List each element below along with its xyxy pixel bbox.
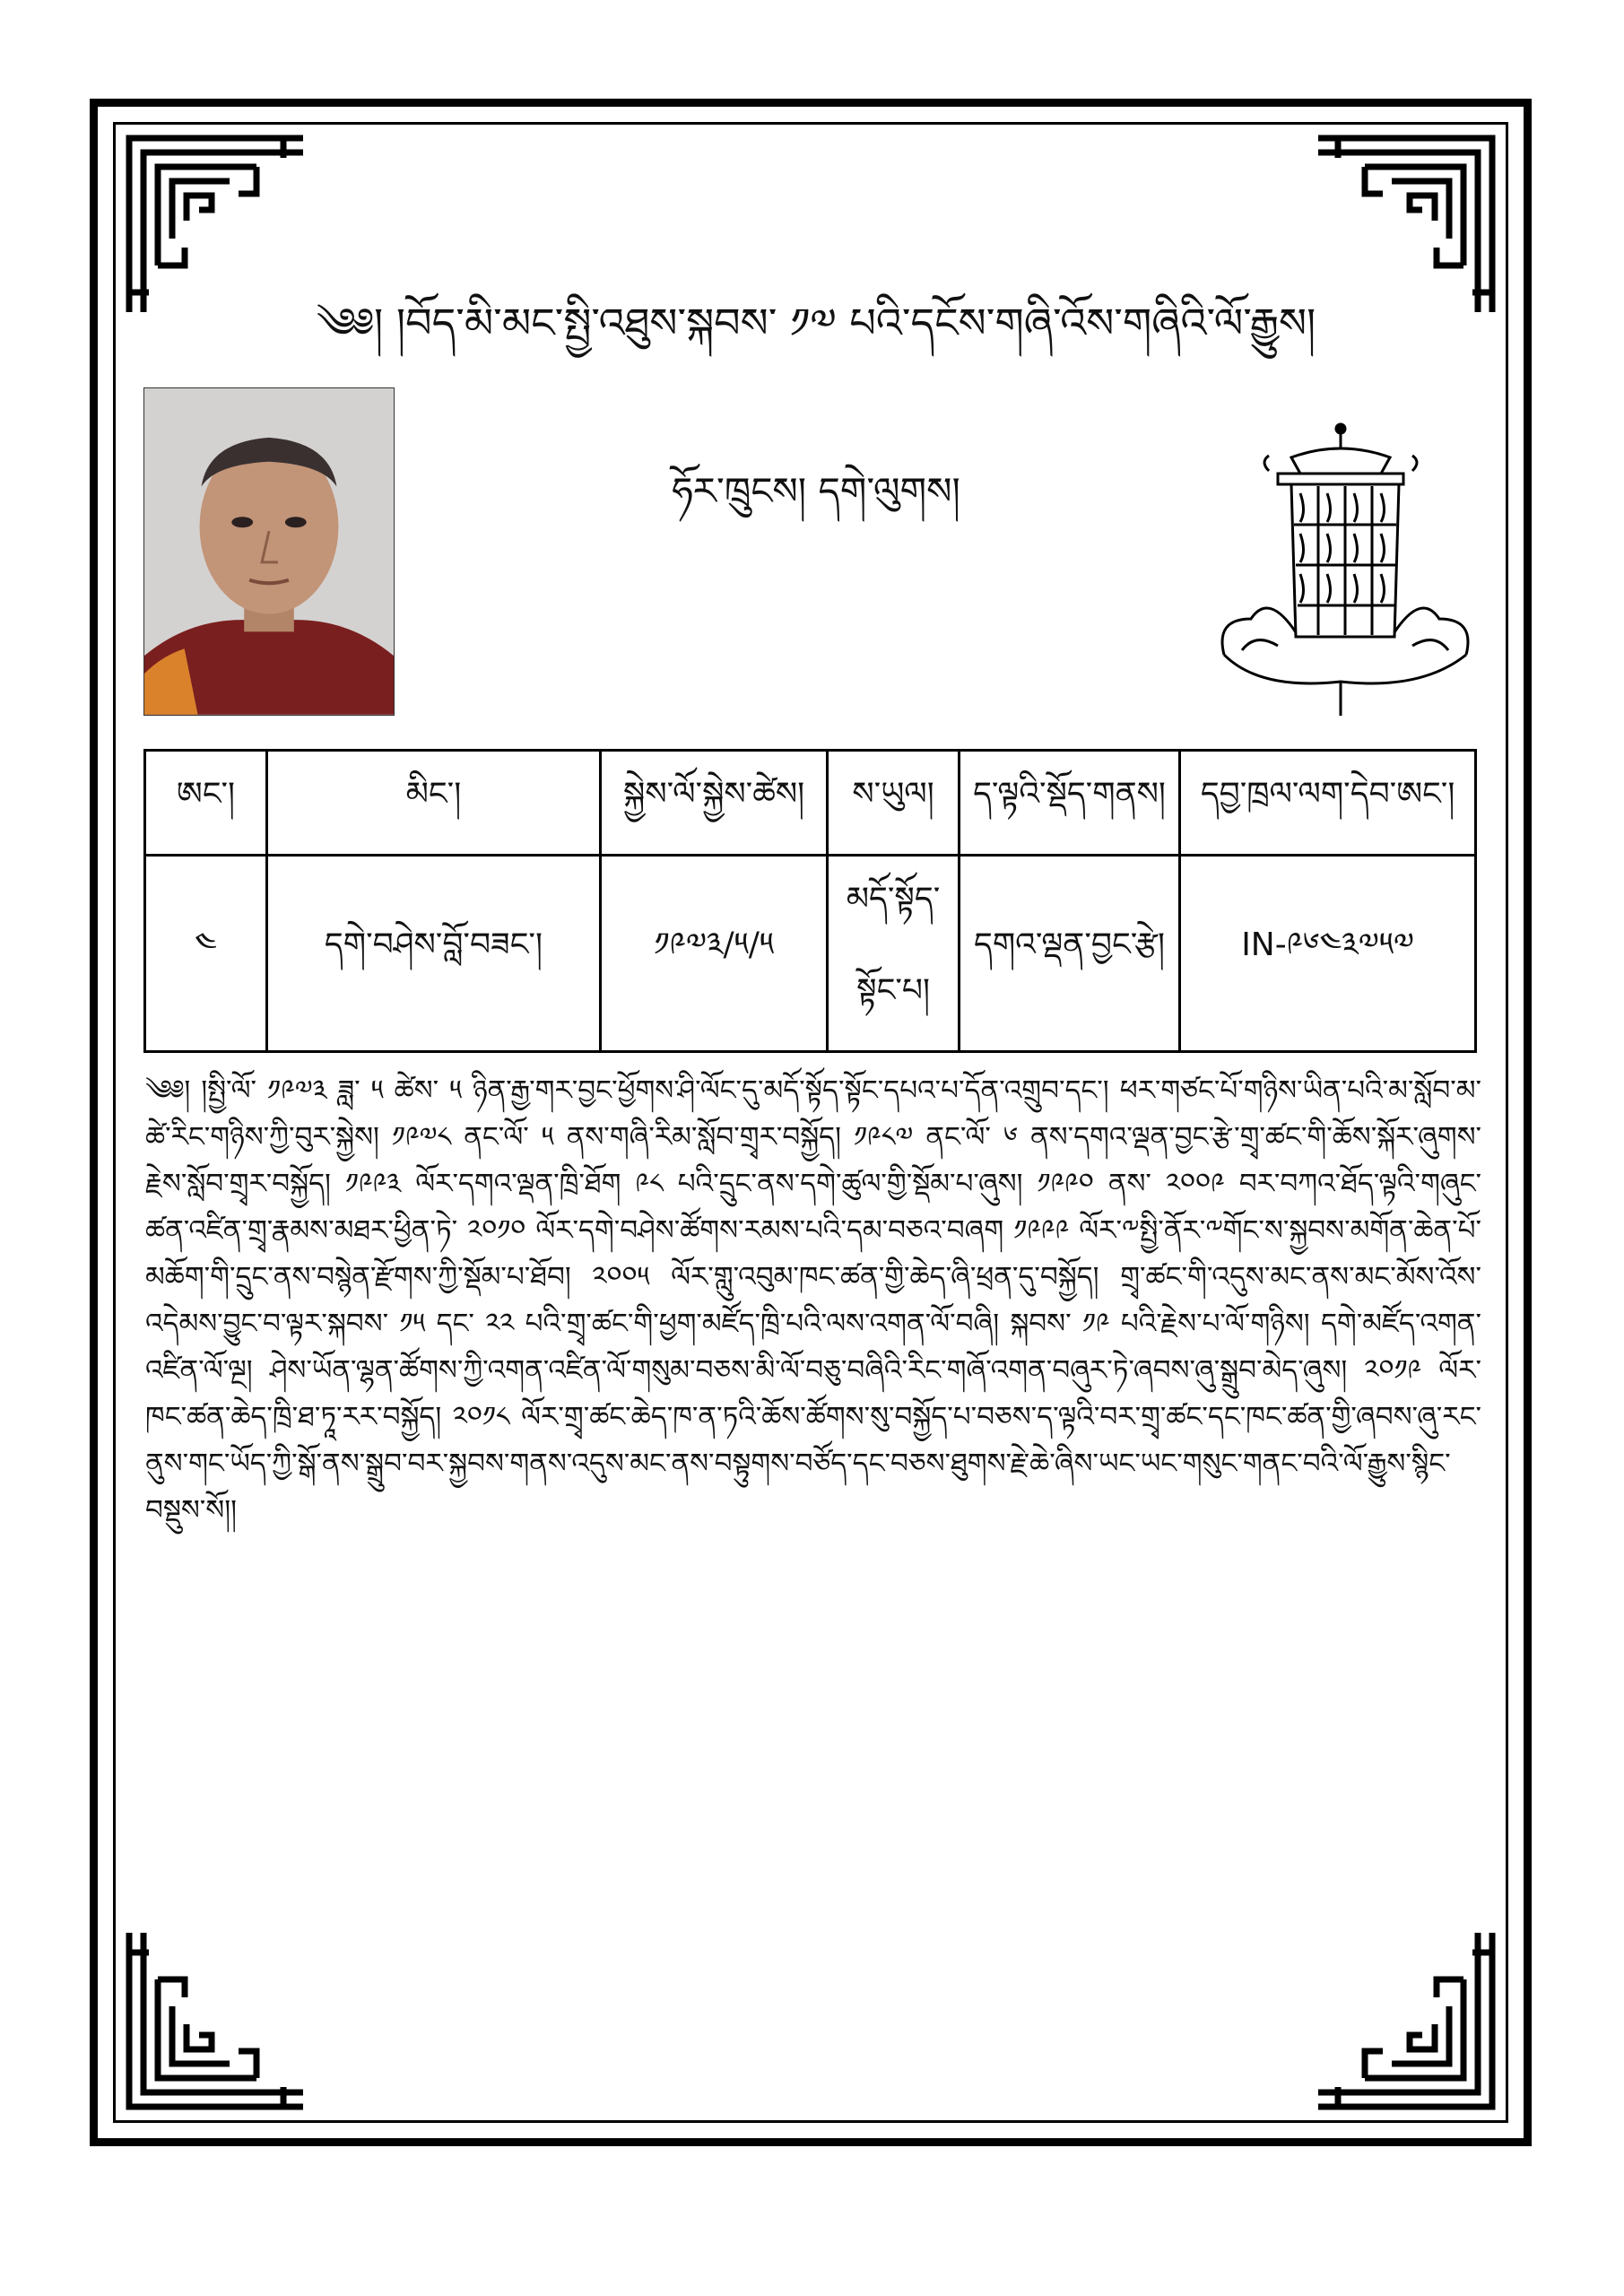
header-birth-date: སྐྱེས་ལོ་སྐྱེས་ཚེས། <box>600 751 827 856</box>
table-header-row <box>145 751 1476 856</box>
corner-ornament-top-left <box>122 131 310 319</box>
victory-banner-emblem <box>1206 422 1475 718</box>
candidate-heading: ཧོར་ཁྲུངས། དགེ་ལུགས། <box>672 469 960 513</box>
header-name: མིང་། <box>266 751 600 856</box>
document-title: ༄༅། །བོད་མི་མང་སྤྱི་འཐུས་སྐབས་ ༡༧ པའི་དངོས་གཞི་འོས་གཞིའི་ལོ་རྒྱུས། <box>316 299 1316 347</box>
corner-ornament-top-right <box>1311 131 1499 319</box>
candidate-info-table <box>143 749 1477 1053</box>
cell-birth-date: ༡༩༧༣/༥/༥ <box>600 856 827 1052</box>
corner-ornament-bottom-left <box>122 1926 310 2114</box>
cell-number: ༤ <box>145 856 267 1052</box>
cell-green-book-number: IN-༩༦༤༣༧༥༧ <box>1180 856 1476 1052</box>
candidate-photo <box>143 387 395 716</box>
cell-birthplace: མདོ་སྟོད་སྟོང་པ། <box>828 856 959 1052</box>
header-green-book-number: དབྱ་ཁྲལ་ལག་དེབ་ཨང་། <box>1180 751 1476 856</box>
biography-paragraph: ༄༅། །སྤྱི་ལོ་ ༡༩༧༣ ཟླ་ ༥ ཚེས་ ༥ ཉིན་རྒྱ་གར་བྱང་ཕྱོགས་ཤི་ལོང་དུ་མདོ་སྟོད་སྟོང་དཔའ་པ་དོན་འགྲུབ་དང་། ཕར་གཙང་པོ་གཉིས་ཡིན་པའི་མ་སློབ་མ་ཚེ་རིང་གཉིས་ཀྱི་བུར་སྐྱེས། ༡༩༧༨ ནང་ལོ་ ༥ ནས་གཞི་རིམ་སློབ་གྲྭར་བསྐྱོད། ༡༩༨༧ ནང་ལོ་ ༦ ནས་དགའ་ལྡན་བྱང་རྩེ་གྲྭ་ཚང་གི་ཆོས་སྐོར་ཞུགས་རྗེས་སློབ་གྲྭར་བསྐྱོད། ༡༩༩༣ ལོར་དགའ་ལྡན་ཁྲི་ཐོག ༩༨ པའི་དྲུང་ནས་དགེ་ཚུལ་གྱི་སྡོམ་པ་ཞུས། ༡༩༩༠ ནས་ ༢༠༠༩ བར་བཀའ་ཐོད་ལྟའི་གཞུང་ཚན་འཛིན་གྲྭ་རྣམས་མཐར་ཕྱིན་ཏེ་ ༢༠༡༠ ལོར་དགེ་བཤེས་ཚོགས་རམས་པའི་དམ་བཅའ་བཞག ༡༩༩༩ ལོར་༸སྤྱི་ནོར་༸གོང་ས་སྐྱབས་མགོན་ཆེན་པོ་མཆོག་གི་དྲུང་ནས་བསྙེན་རྫོགས་ཀྱི་སྡོམ་པ་ཐོབ། ༢༠༠༥ ལོར་གླུ་འབུམ་ཁང་ཚན་གྱི་ཆེད་ཞི་ཕྲན་དུ་བསྐྱོད། གྲྭ་ཚང་གི་འདུས་མང་ནས་མང་མོས་འོས་འདེམས་བྱུང་བ་ལྟར་སྐབས་ ༡༥ དང་ ༢༢ པའི་གྲྭ་ཚང་གི་ཕྱག་མཛོད་ཁྲི་པའི་ལས་འགན་ལོ་བཞི། སྐབས་ ༡༩ པའི་རྗེས་པ་ལོ་གཉིས། དགེ་མཛོད་འགན་འཛིན་ལོ་ལྔ། ཤེས་ཡོན་ལྷན་ཚོགས་ཀྱི་འགན་འཛིན་ལོ་གསུམ་བཅས་མི་ལོ་བཅུ་བཞིའི་རིང་གཞོ་འགན་བཞུར་ཏེ་ཞབས་ཞུ་སྒྲུབ་མེད་ཞུས། ༢༠༡༩ ལོར་ཁང་ཚན་ཆེད་ཁྲི་ཐ་ཏཱ་རར་བསྐྱོད། ༢༠༡༨ ལོར་གྲྭ་ཚང་ཆེད་ཁ་ན་ཏའི་ཆོས་ཚོགས་སུ་བསྐྱོད་པ་བཅས་ད་ལྟའི་བར་གྲྭ་ཚང་དང་ཁང་ཚན་གྱི་ཞབས་ཞུ་རང་ནུས་གང་ཡོད་ཀྱི་སྒོ་ནས་སྒྲུབ་བར་སྐྱབས་གནས་འདུས་མང་ནས་བསྟུགས་བཙོད་དང་བཅས་ཐུགས་རྗེ་ཆེ་ཞིས་ཡང་ཡང་གསུང་གནང་བའི་ལོ་རྒྱུས་སྙིང་བསྡུས་སོ།། <box>145 1074 1481 1526</box>
corner-ornament-bottom-right <box>1311 1926 1499 2114</box>
cell-name: དགེ་བཤེས་བློ་བཟང་། <box>266 856 600 1052</box>
table-row <box>145 856 1476 1052</box>
header-residence: ད་ལྟའི་སྡོད་གནས། <box>959 751 1179 856</box>
header-birthplace: ས་ཡུལ། <box>828 751 959 856</box>
cell-residence: དགའ་ལྡན་བྱང་རྩེ། <box>959 856 1179 1052</box>
header-number: ཨང་། <box>145 751 267 856</box>
